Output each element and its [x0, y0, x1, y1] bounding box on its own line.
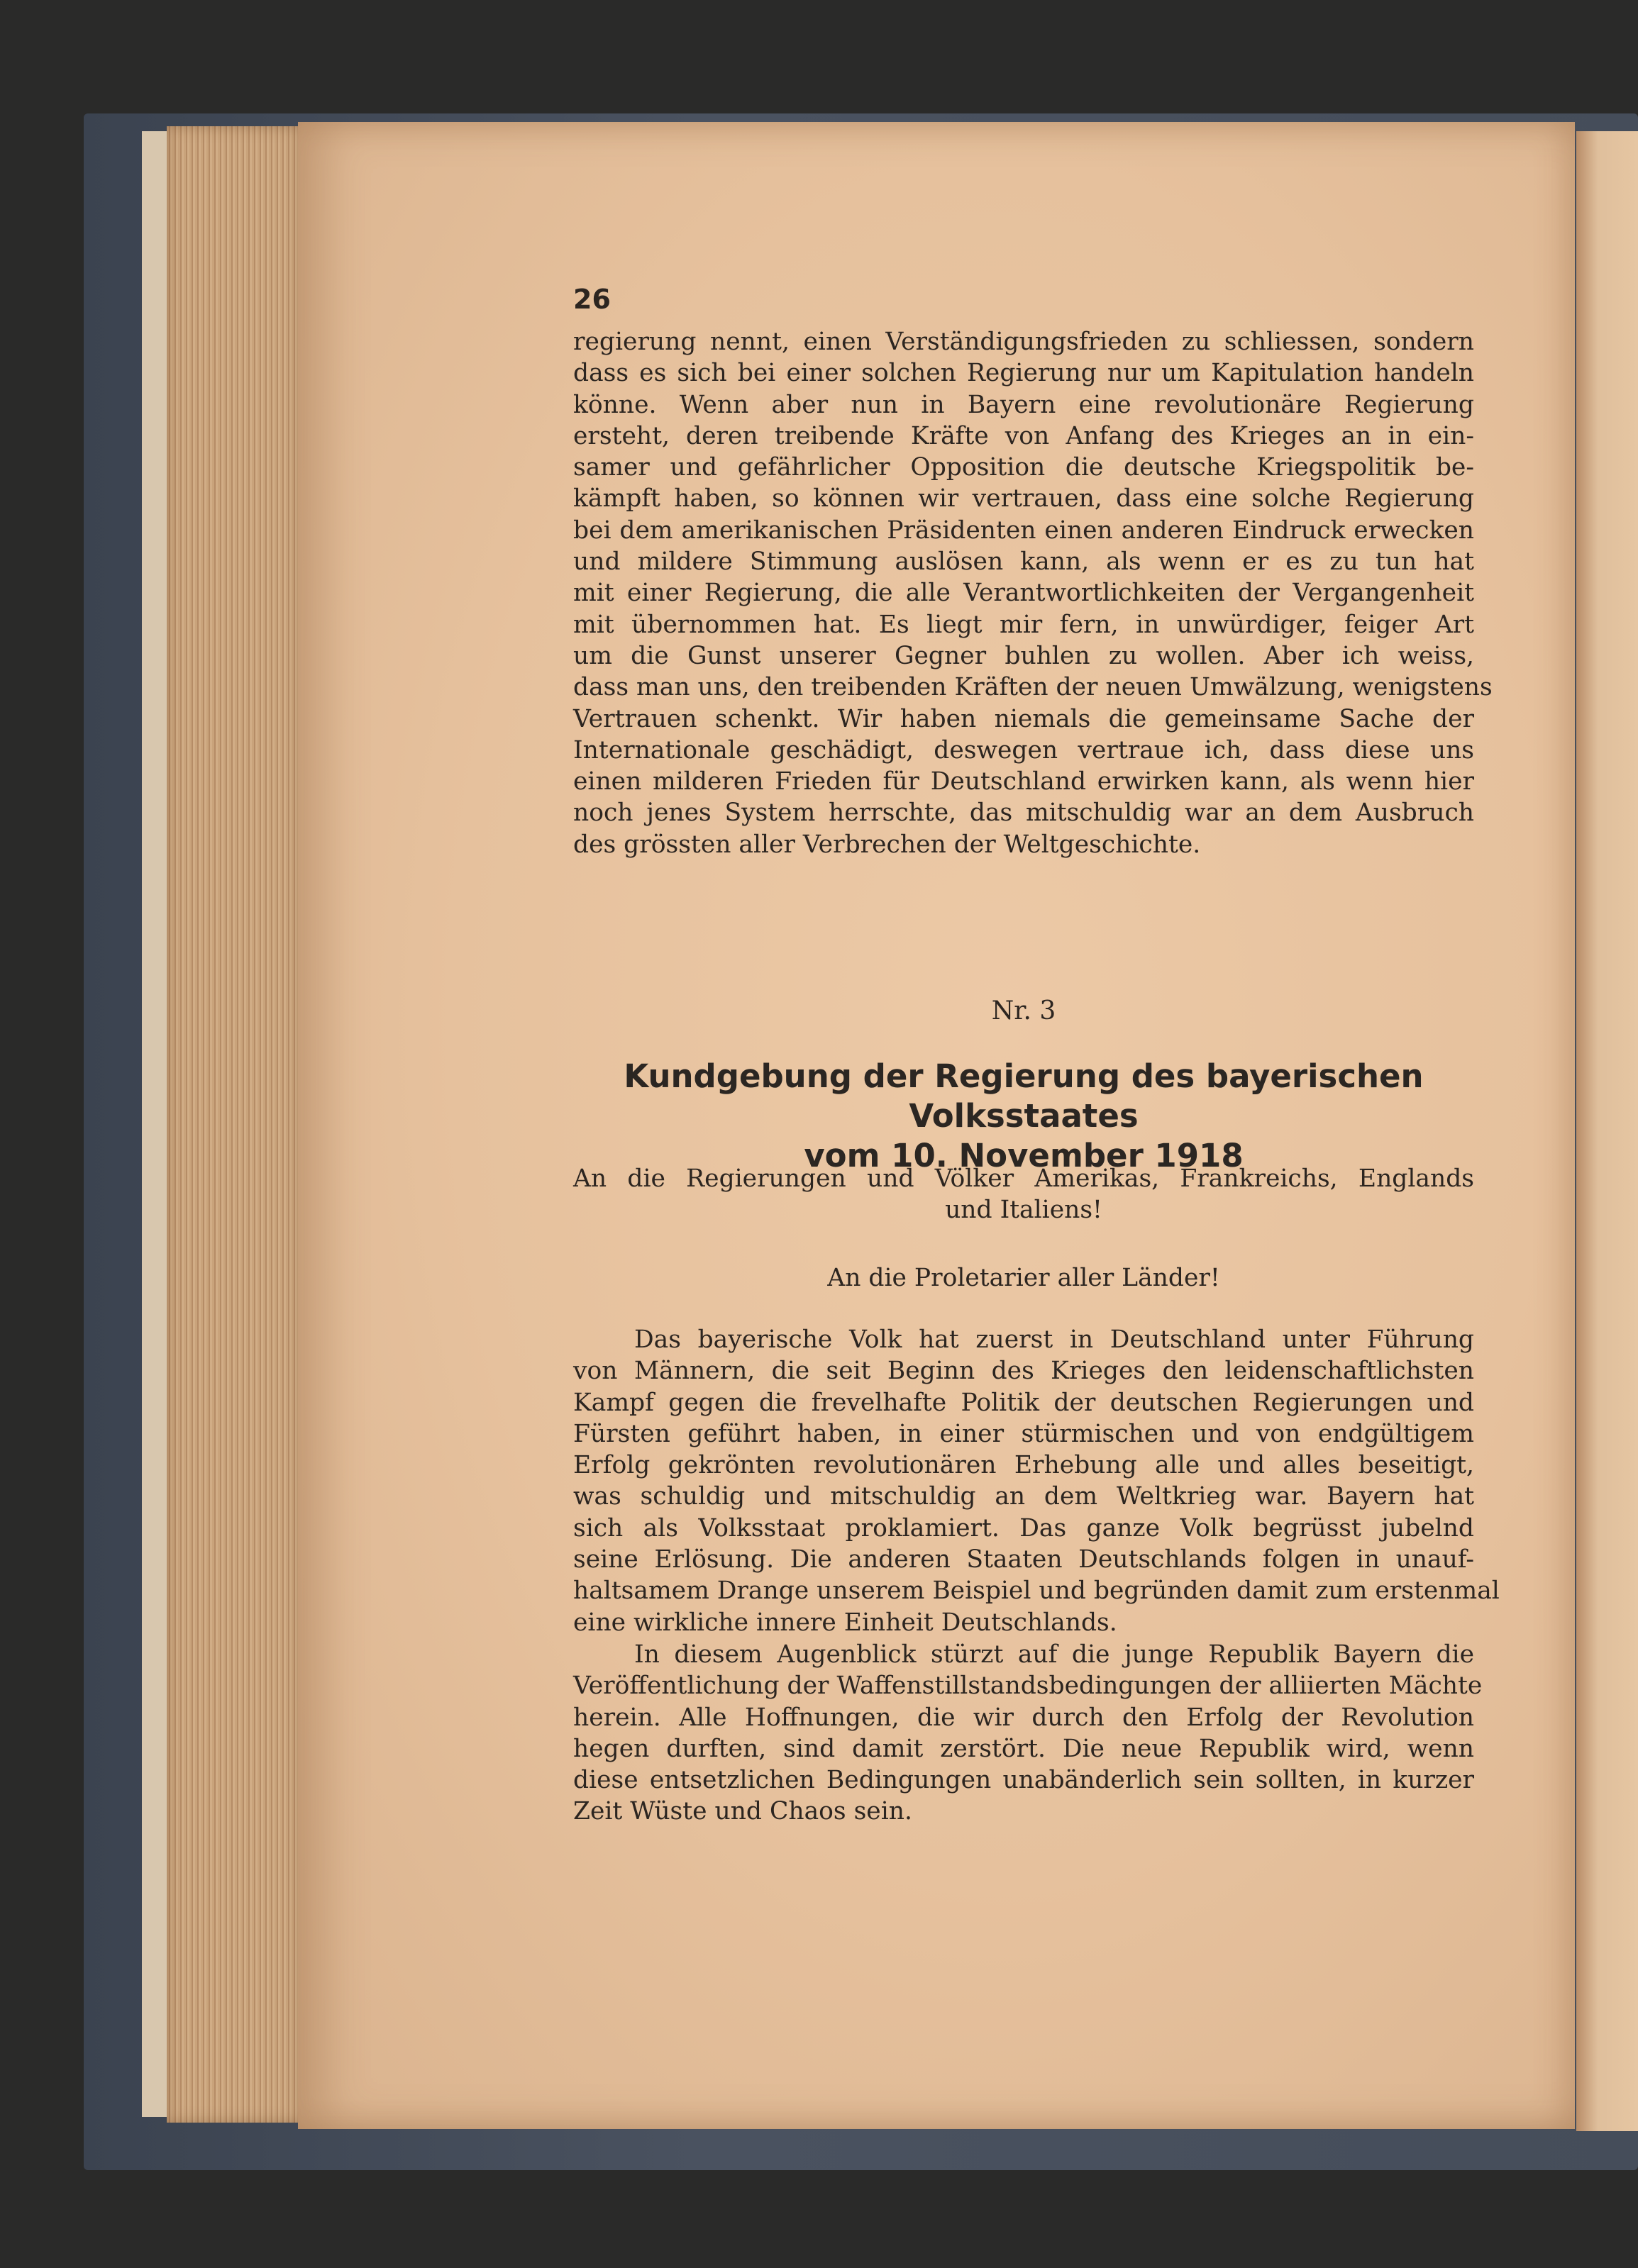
text-line: diese entsetzlichen Bedingungen unabänderlich sein sollten, in kurzer	[573, 1766, 1474, 1795]
text-line: haltsamem Drange unserem Beispiel und begründen damit zum erstenmal	[573, 1577, 1500, 1606]
text-line: um die Gunst unserer Gegner buhlen zu wollen. Aber ich weiss,	[573, 641, 1474, 670]
text-line: dass man uns, den treibenden Kräften der neuen Umwälzung, wenigstens	[573, 673, 1493, 702]
title-line: vom 10. November 1918	[804, 1137, 1244, 1174]
text-line: und mildere Stimmung auslösen kann, als wenn er es zu tun hat	[573, 547, 1474, 577]
proletariat-heading: An die Proletarier aller Länder!	[827, 1264, 1220, 1292]
text-line: Zeit Wüste und Chaos sein.	[573, 1797, 912, 1826]
facing-page-edge	[1576, 131, 1638, 2131]
text-line: herein. Alle Hoffnungen, die wir durch den Erfolg der Revolution	[573, 1703, 1474, 1732]
text-line: bei dem amerikanischen Präsidenten einen anderen Eindruck erwecken	[573, 516, 1474, 545]
text-line: mit einer Regierung, die alle Verantwortlichkeiten der Vergangenheit	[573, 579, 1474, 608]
address-line: und Italiens!	[945, 1196, 1102, 1225]
text-line: sich als Volksstaat proklamiert. Das ganze Volk begrüsst jubelnd	[573, 1513, 1474, 1542]
section-title	[573, 1057, 1474, 1176]
text-line: kämpft haben, so können wir vertrauen, dass eine solche Regierung	[573, 484, 1474, 513]
text-line: Das bayerische Volk hat zuerst in Deutschland unter Führung	[634, 1325, 1474, 1354]
text-line: Fürsten geführt haben, in einer stürmischen und von endgültigem	[573, 1419, 1474, 1448]
paragraph	[573, 1324, 1500, 1638]
text-line: hegen durften, sind damit zerstört. Die neue Republik wird, wenn	[573, 1734, 1474, 1763]
title-line: Kundgebung der Regierung des bayerischen Volksstaates	[624, 1057, 1424, 1135]
address-line: An die Regierungen und Völker Amerikas, Frankreichs, Englands	[573, 1164, 1474, 1193]
text-line: von Männern, die seit Beginn des Krieges den leidenschaftlichsten	[573, 1357, 1474, 1386]
text-line: seine Erlösung. Die anderen Staaten Deutschlands folgen in unauf-	[573, 1545, 1474, 1574]
text-line: mit übernommen hat. Es liegt mir fern, in unwürdiger, feiger Art	[573, 610, 1474, 639]
text-line: Erfolg gekrönten revolutionären Erhebung alle und alles beseitigt,	[573, 1451, 1474, 1480]
page-edges	[167, 126, 301, 2123]
text-line: Veröffentlichung der Waffenstillstandsbedingungen der alliierten Mächte	[573, 1672, 1483, 1701]
text-line: des grössten aller Verbrechen der Weltgeschichte.	[573, 830, 1201, 859]
text-line: noch jenes System herrschte, das mitschuldig war an dem Ausbruch	[573, 799, 1474, 828]
text-line: eine wirkliche innere Einheit Deutschlands.	[573, 1608, 1117, 1637]
paragraph	[573, 1639, 1483, 1828]
text-line: könne. Wenn aber nun in Bayern eine revolutionäre Regierung	[573, 390, 1474, 419]
text-line: Vertrauen schenkt. Wir haben niemals die gemeinsame Sache der	[573, 704, 1474, 733]
text-line: Kampf gegen die frevelhafte Politik der deutschen Regierungen und	[573, 1388, 1474, 1417]
text-line: dass es sich bei einer solchen Regierung nur um Kapitulation handeln	[573, 359, 1474, 388]
page-number: 26	[573, 284, 611, 315]
address-heading	[573, 1163, 1474, 1226]
text-line: Internationale geschädigt, deswegen vertraue ich, dass diese uns	[573, 735, 1474, 765]
text-line: ersteht, deren treibende Kräfte von Anfang des Krieges an in ein-	[573, 421, 1474, 450]
text-line: einen milderen Frieden für Deutschland erwirken kann, als wenn hier	[573, 767, 1474, 796]
text-line: samer und gefährlicher Opposition die deutsche Kriegspolitik be-	[573, 453, 1474, 482]
text-line: was schuldig und mitschuldig an dem Weltkrieg war. Bayern hat	[573, 1482, 1474, 1511]
section-number: Nr. 3	[991, 996, 1056, 1025]
text-line: In diesem Augenblick stürzt auf die junge Republik Bayern die	[634, 1640, 1474, 1669]
text-line: regierung nennt, einen Verständigungsfrieden zu schliessen, sondern	[573, 328, 1474, 356]
continuation-paragraph	[573, 326, 1493, 860]
